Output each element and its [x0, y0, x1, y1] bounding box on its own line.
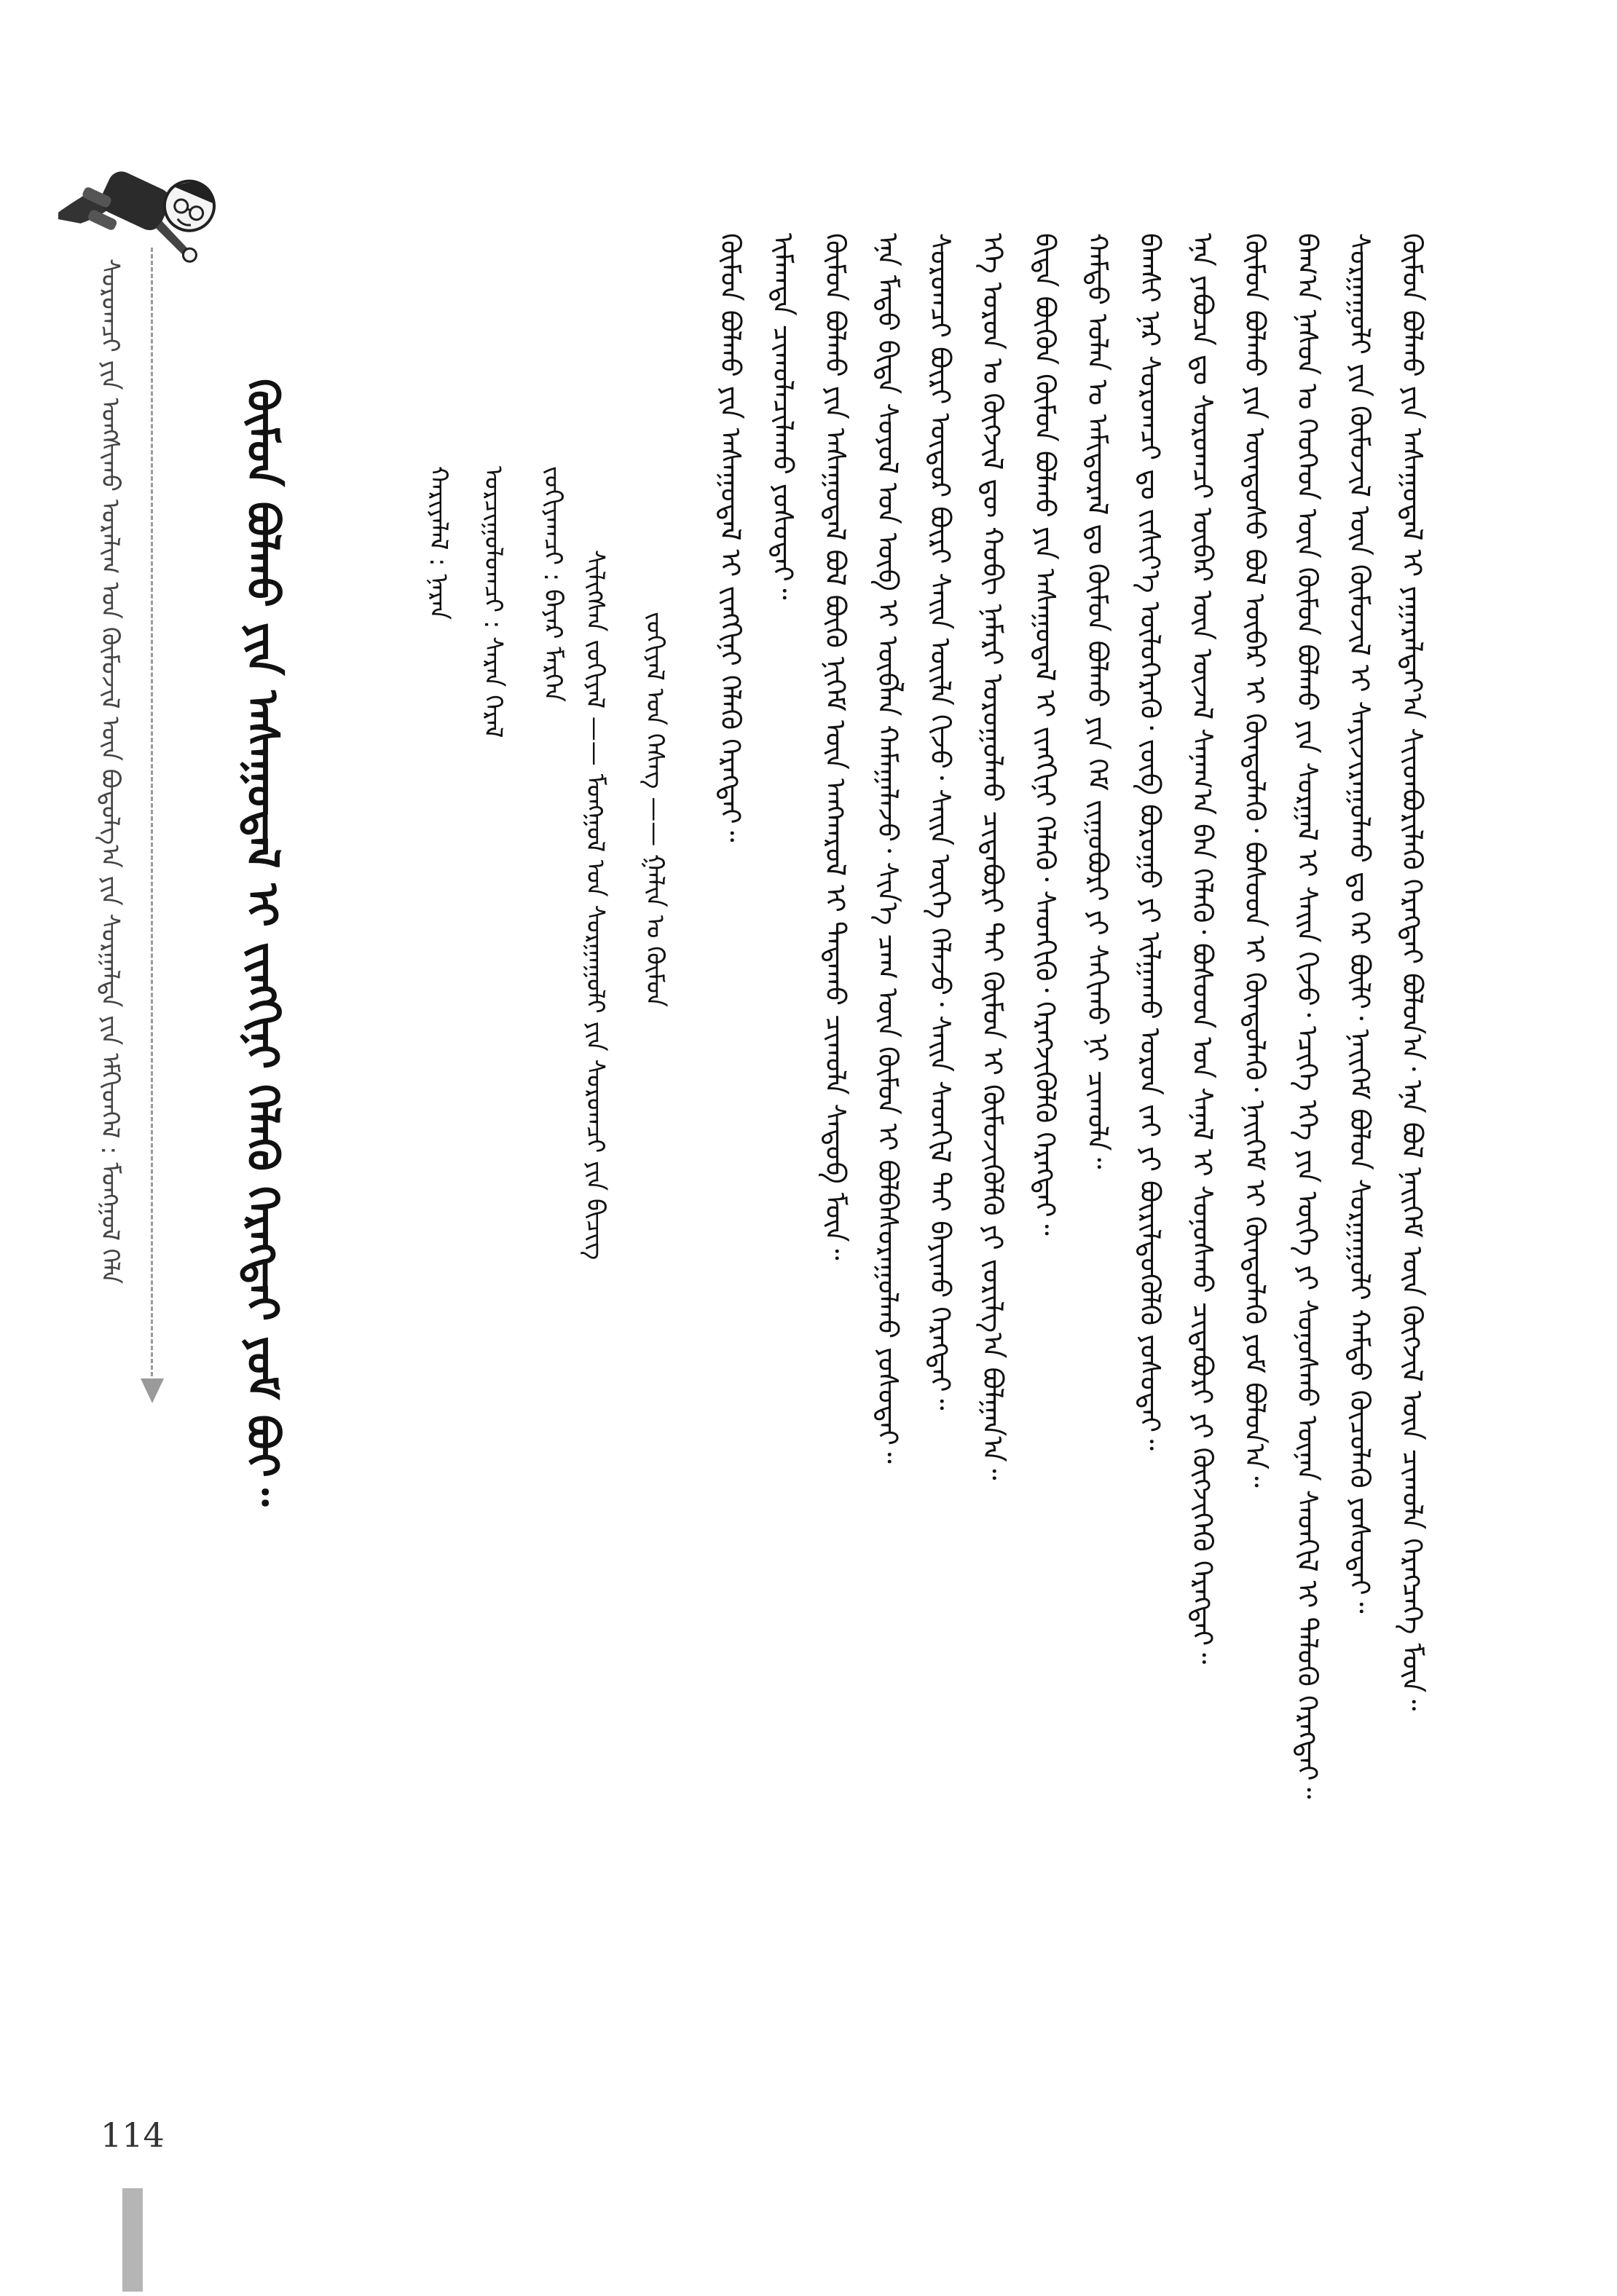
flying-boy-mascot-icon — [58, 131, 226, 277]
body-paragraph: ᠪᠠᠭ᠎ᠠ ᠨᠠᠰᠤᠨ ᠤ ᠬᠡᠦᠬᠡᠳ ᠦᠨ ᠬᠦᠮᠦᠨ ᠪᠣᠯᠬᠤ ᠶᠢᠨ ᠰᠤᠷᠭᠠᠯ ᠢ ᠰᠠᠢᠨ ᠬᠢᠵᠦ᠂ ᠡᠴᠢᠭᠡ ᠡᠬᠡ ᠶᠢᠨ ᠦᠭᠡ ᠶᠢ ᠰᠣᠨᠤᠰᠬᠤ ᠦᠨᠡᠨ ᠰᠡᠳᠬᠢᠯ ᠢ ᠲᠡᠯᠦᠬᠦ ᠬᠡᠷᠡᠭᠲᠡᠢ᠃ — [1291, 233, 1323, 1799]
body-paragraph: ᠡᠬᠡ ᠣᠷᠣᠨ ᠤ ᠬᠥᠭᠵᠢᠯ ᠳᠦ ᠬᠤᠪᠢ ᠨᠡᠮᠡᠷᠢ ᠣᠷᠣᠭᠤᠯᠬᠤ ᠴᠢᠳᠠᠪᠤᠷᠢ ᠲᠠᠢ ᠬᠦᠮᠦᠨ ᠢ ᠬᠥᠮᠦᠵᠢᠭᠦᠯᠬᠦ ᠶᠢ ᠵᠣᠷᠢᠯᠭ᠎ᠠ ᠪᠣᠯᠭᠠᠨ᠎ᠠ᠃ — [977, 233, 1009, 1480]
body-paragraph: ᠰᠤᠷᠭᠠᠭᠤᠯᠢ ᠶᠢᠨ ᠬᠦᠮᠦᠵᠢᠯ ᠦᠨ ᠬᠥᠮᠦᠵᠢᠯ ᠢ ᠰᠠᠶᠢᠵᠢᠷᠠᠭᠤᠯᠬᠤ ᠳᠤ ᠭᠡᠷ ᠪᠦᠯᠢ᠂ ᠨᠡᠢᠭᠡᠮ ᠪᠣᠯᠤᠨ ᠰᠤᠷᠭᠠᠭᠤᠯᠢ ᠬᠠᠮᠲᠤ ᠬᠦᠴᠦᠯᠡᠬᠦ ᠶᠣᠰᠤᠲᠠᠢ᠃ — [1344, 233, 1376, 1614]
body-paragraph: ᠪᠠᠭᠰᠢ ᠨᠠᠷ ᠰᠤᠷᠤᠭᠴᠢ ᠳᠤ ᠵᠢᠱᠢᠶ᠎ᠡ ᠦᠯᠦᠭᠡᠷᠡᠬᠦ᠂ ᠵᠥᠪ ᠪᠤᠷᠤᠭᠤ ᠶᠢ ᠢᠯᠭᠠᠬᠤ ᠤᠷᠤᠨ ᠵᠠᠢ ᠶᠢ ᠪᠦᠷᠢᠯᠳᠦᠭᠦᠯᠬᠦ ᠶᠣᠰᠤᠲᠠᠢ᠃ — [1134, 233, 1166, 1451]
body-paragraph: ᠬᠦᠮᠦᠨ ᠪᠣᠯᠬᠤ ᠶᠢᠨ ᠠᠰᠠᠭᠤᠳᠠᠯ ᠢ ᠶᠠᠭᠠᠷᠠᠯᠲᠠᠶ᠎ᠠ ᠰᠢᠢᠳᠪᠦᠷᠢᠯᠡᠬᠦ ᠬᠡᠷᠡᠭᠲᠡᠢ ᠪᠣᠯᠤᠨ᠎ᠠ᠂ ᠡᠨᠡ ᠪᠣᠯ ᠨᠡᠢᠭᠡᠮ ᠦᠨ ᠬᠥᠭᠵᠢᠯ ᠦᠨ ᠴᠢᠬᠤᠯᠠ ᠬᠡᠷᠡᠭᠴᠡᠭᠡ ᠮᠥᠨ᠃ — [1396, 233, 1428, 1711]
running-header: ᠰᠤᠷᠤᠭᠴᠢ ᠶᠢᠨ ᠤᠩᠰᠢᠬᠤ ᠤᠷᠠᠯᠢᠭ ᠤᠨ ᠬᠦᠮᠦᠵᠢᠯ ᠦᠨ ᠪᠣᠳᠣᠯᠭ᠎ᠠ ᠶᠢᠨ ᠰᠤᠷᠭᠠᠯᠲᠠ ᠶᠢᠨ ᠡᠮᠬᠢᠳᠬᠡᠯ : ᠮᠣᠩᠭᠣᠯ ᠬᠡᠯᠡ — [95, 259, 125, 1285]
header-divider — [151, 248, 153, 1376]
body-paragraph: ᠡᠨᠡ ᠮᠡᠲᠦ ᠪᠢᠳᠡ ᠰᠣᠶᠣᠯ ᠤᠨ ᠥᠪ ᠢ ᠥᠪᠯᠡᠨ ᠬᠠᠮᠠᠭᠠᠯᠠᠵᠤ᠂ ᠰᠢᠨ᠎ᠡ ᠴᠠᠭ ᠦᠨ ᠬᠦᠮᠦᠨ ᠢ ᠪᠣᠯᠪᠠᠰᠤᠷᠠᠭᠤᠯᠬᠤ ᠶᠣᠰᠤᠲᠠᠢ᠃ — [872, 233, 904, 1464]
credit-line: ᠰᠢᠯᠢᠭᠰᠡᠨ ᠵᠣᠬᠢᠶᠠᠯ —— ᠮᠣᠩᠭᠣᠯ ᠤᠨ ᠰᠤᠷᠭᠠᠭᠤᠯᠢ ᠶᠢᠨ ᠰᠤᠷᠤᠭᠴᠢ ᠶᠢᠨ ᠪᠢᠴᠢᠭ — [581, 550, 610, 1261]
body-paragraph: ᠬᠠᠮᠲᠤ ᠣᠯᠠᠨ ᠤ ᠠᠮᠢᠳᠤᠷᠠᠯ ᠳᠤ ᠬᠦᠮᠦᠨ ᠪᠣᠯᠬᠤ ᠶᠢᠨ ᠬᠡᠮ ᠵᠢᠭᠤᠪᠤᠷᠢ ᠶᠢ ᠰᠠᠬᠢᠬᠤ ᠨᠢ ᠴᠢᠬᠤᠯᠠ᠃ — [1082, 233, 1114, 1169]
body-paragraph: ᠬᠦᠮᠦᠨ ᠪᠣᠯᠬᠤ ᠶᠢᠨ ᠠᠰᠠᠭᠤᠳᠠᠯ ᠢ ᠵᠢᠩᠬᠢᠨᠢ ᠬᠡᠯᠡᠬᠦ ᠬᠡᠷᠡᠭᠲᠡᠢ᠃ — [715, 233, 747, 843]
credit-line: ᠣᠷᠴᠢᠭᠤᠯᠤᠭᠴᠢ : ᠰᠠᠷᠠᠨ ᠭᠡᠷᠡᠯ — [479, 466, 508, 738]
body-paragraph: ᠬᠦᠮᠦᠨ ᠪᠣᠯᠬᠤ ᠶᠢᠨ ᠦᠨᠳᠦᠰᠦ ᠪᠣᠯ ᠥᠪᠡᠷ ᠢ ᠬᠦᠨᠳᠦᠯᠡᠬᠦ᠂ ᠪᠤᠰᠤᠳ ᠢ ᠬᠦᠨᠳᠦᠯᠡᠬᠦ᠂ ᠨᠡᠢᠭᠡᠮ ᠢ ᠬᠦᠨᠳᠦᠯᠡᠬᠦ ᠶᠤᠮ ᠪᠣᠯᠤᠨ᠎ᠠ᠃ — [1239, 233, 1271, 1488]
page-number: 114 — [101, 2115, 165, 2155]
credit-line: ᠵᠣᠬᠢᠶᠠᠭᠴᠢ : ᠪᠠᠶᠠᠷ ᠮᠡᠷᠭᠡᠨ — [538, 466, 567, 703]
body-paragraph: ᠬᠦᠮᠦᠨ ᠪᠣᠯᠬᠤ ᠶᠢᠨ ᠠᠰᠠᠭᠤᠳᠠᠯ ᠪᠣᠯ ᠪᠦᠬᠦ ᠨᠢᠭᠡᠮ ᠦᠨ ᠠᠩᠬᠠᠷᠤᠯ ᠢ ᠲᠠᠲᠠᠬᠤ ᠴᠢᠬᠤᠯᠠ ᠰᠡᠳᠦᠪ ᠮᠥᠨ᠃ — [819, 233, 851, 1261]
page-edge-tab — [122, 2188, 143, 2292]
body-paragraph: ᠡᠨᠡ ᠶᠠᠪᠤᠴᠠ ᠳᠤ ᠰᠤᠷᠤᠭᠴᠢ ᠥᠪᠡᠷ ᠦᠨ ᠦᠵᠡᠯ ᠰᠠᠨᠠᠭ᠎ᠠ ᠪᠡᠨ ᠬᠡᠯᠡᠬᠦ᠂ ᠪᠤᠰᠤᠳ ᠤᠨ ᠰᠠᠨᠠᠯ ᠢ ᠰᠣᠨᠤᠰᠬᠤ ᠴᠢᠳᠠᠪᠤᠷᠢ ᠶᠢ ᠬᠥᠭᠵᠢᠭᠡᠬᠦ ᠬᠡᠷᠡᠭᠲᠡᠢ᠃ — [1187, 233, 1219, 1665]
body-paragraph: ᠰᠤᠷᠤᠭᠴᠢ ᠪᠦᠷᠢ ᠥᠳᠥᠷ ᠪᠦᠷᠢ ᠰᠠᠢᠨ ᠦᠢᠯᠡ ᠬᠢᠵᠦ᠂ ᠰᠠᠢᠨ ᠦᠭᠡ ᠬᠡᠯᠡᠵᠦ᠂ ᠰᠠᠢᠨ ᠰᠡᠳᠬᠢᠯ ᠲᠡᠶ ᠪᠠᠶᠢᠬᠤ ᠬᠡᠷᠡᠭᠲᠡᠢ᠃ — [924, 233, 956, 1411]
credit-line: ᠵᠣᠬᠢᠶᠠᠯ ᠤᠨ ᠬᠡᠰᠡᠭ —— ᠭᠠᠯᠢᠨ ᠤ ᠬᠦᠮᠦᠨ — [640, 612, 669, 1007]
article-title: ᠬᠦᠮᠦᠨ ᠪᠣᠯᠬᠤ ᠶᠢᠨ ᠠᠰᠠᠭᠤᠳᠠᠯ ᠢ ᠵᠢᠩᠬᠢᠨᠢ ᠬᠡᠯᠡᠬᠦ ᠬᠡᠷᠡᠭᠲᠡᠢ ᠶᠤᠮ ᠪᠤᠢ᠃ — [237, 379, 288, 1507]
body-paragraph: ᠢᠮᠠᠭᠲᠠ ᠴᠢᠬᠤᠯᠠᠴᠢᠯᠠᠬᠤ ᠶᠣᠰᠤᠲᠠᠢ᠃ — [767, 233, 799, 600]
body-paragraph: ᠪᠢᠳᠡ ᠪᠦᠬᠦᠨ ᠬᠦᠮᠦᠨ ᠪᠣᠯᠬᠤ ᠶᠢᠨ ᠠᠰᠠᠭᠤᠳᠠᠯ ᠢ ᠵᠢᠩᠬᠢᠨᠢ ᠬᠡᠯᠡᠬᠦ᠂ ᠰᠡᠳᠬᠢᠬᠦ᠂ ᠬᠡᠷᠡᠭᠵᠢᠭᠦᠯᠬᠦ ᠬᠡᠷᠡᠭᠲᠡᠢ᠃ — [1029, 233, 1061, 1236]
credit-line: ᠬᠠᠷᠢᠶᠠᠯᠠᠯ : ᠨᠠᠷᠠᠨ — [424, 466, 453, 620]
arrow-down-icon — [141, 1378, 164, 1403]
